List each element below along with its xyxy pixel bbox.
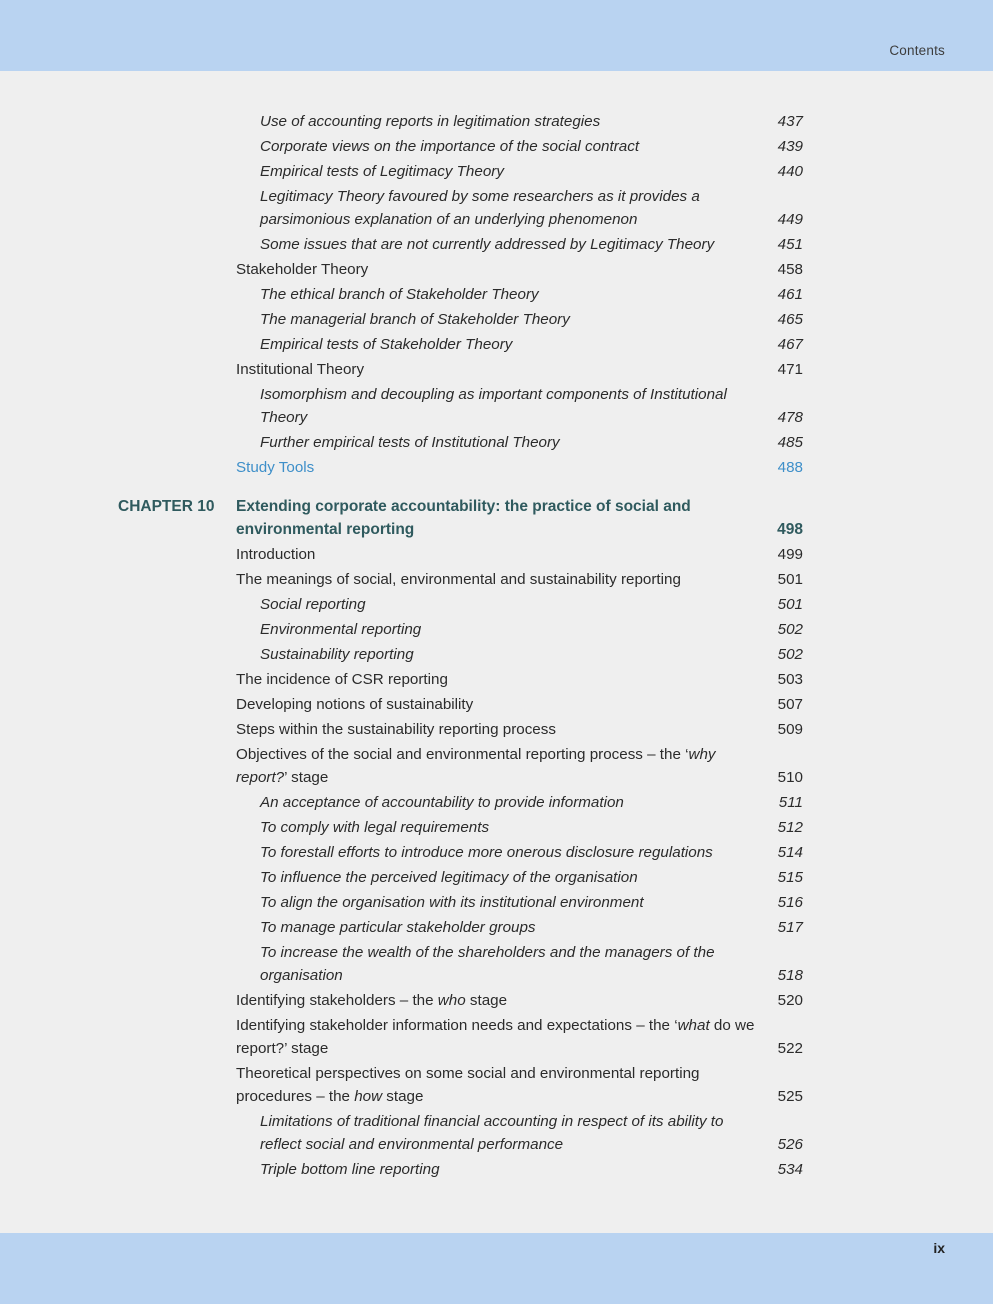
- toc-entry-title: Environmental reporting: [260, 621, 422, 638]
- toc-entry-title: Limitations of traditional financial accounting in respect of its ability to reflect social and environmental performance: [260, 1113, 724, 1153]
- toc-entry: [0, 233, 993, 256]
- toc-page-number: 514: [777, 844, 803, 861]
- toc-entry: [0, 283, 993, 306]
- toc-entry-title-part: ’ stage: [284, 769, 329, 786]
- toc-page-number: 534: [777, 1161, 803, 1178]
- toc-entry-title: Steps within the sustainability reporting process: [236, 721, 556, 738]
- toc-entry-title-part: what: [677, 1017, 710, 1034]
- toc-entry-title-part: who: [437, 992, 466, 1009]
- chapter-label: CHAPTER 10: [118, 498, 215, 515]
- toc-page-number: 512: [777, 819, 803, 836]
- toc-entry-title: Triple bottom line reporting: [260, 1161, 440, 1178]
- toc-page-number: 478: [777, 409, 803, 426]
- toc-page-number: 498: [777, 521, 803, 538]
- toc-page-number: 449: [777, 211, 803, 228]
- toc-entry-title: Some issues that are not currently addressed by Legitimacy Theory: [260, 236, 715, 253]
- toc-page-number: 458: [777, 261, 803, 278]
- toc-entry: [0, 160, 993, 183]
- toc-entry-title: Sustainability reporting: [260, 646, 414, 663]
- toc-entry-title: [236, 1062, 761, 1108]
- toc-page-number: 520: [777, 992, 803, 1009]
- toc-entry-title-part: stage: [382, 1088, 424, 1105]
- toc-entry-title: Isomorphism and decoupling as important components of Institutional Theory: [260, 386, 727, 426]
- toc-page-number: 516: [777, 894, 803, 911]
- toc-entry-title: To comply with legal requirements: [260, 819, 490, 836]
- toc-entry-title: Stakeholder Theory: [236, 261, 369, 278]
- toc-page-number: 526: [777, 1136, 803, 1153]
- toc-entry-title: To align the organisation with its institutional environment: [260, 894, 644, 911]
- toc-entry: [0, 989, 993, 1012]
- toc-page-number: 499: [777, 546, 803, 563]
- toc-page-number: 507: [777, 696, 803, 713]
- toc-entry-title: [236, 989, 761, 1012]
- toc-page-number: 439: [777, 138, 803, 155]
- toc-entry: [0, 333, 993, 356]
- toc-entry[interactable]: [0, 456, 993, 479]
- toc-entry: [0, 358, 993, 381]
- footer-band: [0, 1233, 993, 1304]
- toc-entry: [0, 743, 993, 789]
- toc-entry-title-part: why report?: [236, 746, 716, 786]
- toc-entry-title: Corporate views on the importance of the social contract: [260, 138, 640, 155]
- toc-entry-title: Legitimacy Theory favoured by some researchers as it provides a parsimonious explanation of an underlying phenomenon: [260, 188, 700, 228]
- toc-entry: [0, 916, 993, 939]
- toc-entry-title: [236, 743, 761, 789]
- toc-entry: [0, 668, 993, 691]
- toc-entry-title-part: do we report?’ stage: [236, 1017, 755, 1057]
- toc-entry-title: Empirical tests of Stakeholder Theory: [260, 336, 513, 353]
- toc-entry-title-part: Identifying stakeholder information needs and expectations – the ‘: [236, 1017, 678, 1034]
- toc-entry: [0, 185, 993, 231]
- toc-entry: [0, 1062, 993, 1108]
- toc-entry-title: Social reporting: [260, 596, 366, 613]
- toc-page-number: 518: [777, 967, 803, 984]
- toc-chapter-row: [0, 495, 993, 541]
- header-band: [0, 0, 993, 71]
- toc-entry: [0, 135, 993, 158]
- toc-entry-title-part: Theoretical perspectives on some social and environmental reporting procedures – the: [236, 1065, 700, 1105]
- toc-entry: [0, 1014, 993, 1060]
- toc-page-number: 437: [777, 113, 803, 130]
- toc-entry-title: To manage particular stakeholder groups: [260, 919, 536, 936]
- toc-page-number: 525: [777, 1088, 803, 1105]
- toc-entry-title: The managerial branch of Stakeholder Theory: [260, 311, 570, 328]
- toc-entry: [0, 593, 993, 616]
- toc-entry: [0, 110, 993, 133]
- toc-entry: [0, 816, 993, 839]
- toc-page-number: 501: [777, 571, 803, 588]
- toc-entry-title: Further empirical tests of Institutional Theory: [260, 434, 560, 451]
- toc-page-number: 517: [777, 919, 803, 936]
- page-number: ix: [933, 1240, 945, 1256]
- toc-entry-title: To forestall efforts to introduce more onerous disclosure regulations: [260, 844, 713, 861]
- toc-entry: [0, 568, 993, 591]
- toc-entry-title: The incidence of CSR reporting: [236, 671, 448, 688]
- toc-entry: [0, 543, 993, 566]
- toc-page-number: 440: [777, 163, 803, 180]
- toc-entry: [0, 618, 993, 641]
- toc-entry-title: The ethical branch of Stakeholder Theory: [260, 286, 539, 303]
- toc-page-number: 467: [777, 336, 803, 353]
- toc-entry: [0, 941, 993, 987]
- toc-entry-title: Empirical tests of Legitimacy Theory: [260, 163, 504, 180]
- toc-entry: [0, 258, 993, 281]
- toc-page-number: 509: [777, 721, 803, 738]
- running-head: Contents: [889, 43, 945, 58]
- table-of-contents: [0, 110, 993, 1183]
- toc-page-number: 485: [777, 434, 803, 451]
- toc-page-number: 502: [777, 646, 803, 663]
- toc-entry-title-part: stage: [465, 992, 508, 1009]
- toc-entry-title-part: how: [354, 1088, 383, 1105]
- toc-page-number: 510: [777, 769, 803, 786]
- toc-page-number: 511: [778, 794, 803, 811]
- toc-page-number: 465: [777, 311, 803, 328]
- toc-entry-title: Introduction: [236, 546, 316, 563]
- toc-entry: [0, 383, 993, 429]
- toc-page-number: 503: [777, 671, 803, 688]
- toc-page-number: 501: [777, 596, 803, 613]
- toc-entry-title: To influence the perceived legitimacy of the organisation: [260, 869, 638, 886]
- toc-entry: [0, 841, 993, 864]
- toc-entry: [0, 693, 993, 716]
- toc-page-number: 451: [777, 236, 803, 253]
- toc-entry-title: To increase the wealth of the shareholders and the managers of the organisation: [260, 944, 715, 984]
- toc-entry-title: Extending corporate accountability: the practice of social and environmental reporting: [236, 498, 691, 538]
- toc-entry-title: The meanings of social, environmental and sustainability reporting: [236, 571, 681, 588]
- toc-entry: [0, 643, 993, 666]
- toc-entry: [0, 308, 993, 331]
- toc-entry: [0, 1158, 993, 1181]
- toc-entry: [0, 866, 993, 889]
- toc-entry-title: [236, 1014, 761, 1060]
- toc-entry: [0, 791, 993, 814]
- toc-entry-title: An acceptance of accountability to provide information: [260, 794, 624, 811]
- toc-entry-title: Developing notions of sustainability: [236, 696, 474, 713]
- toc-entry: [0, 718, 993, 741]
- toc-entry-title-part: Identifying stakeholders – the: [236, 992, 438, 1009]
- toc-page-number: 522: [777, 1040, 803, 1057]
- toc-entry: [0, 431, 993, 454]
- toc-page-number: 461: [777, 286, 803, 303]
- toc-entry-title[interactable]: Study Tools: [236, 459, 315, 476]
- toc-entry: [0, 1110, 993, 1156]
- toc-entry-title: Institutional Theory: [236, 361, 365, 378]
- toc-page-number: 515: [777, 869, 803, 886]
- toc-entry: [0, 891, 993, 914]
- toc-page-number: 502: [777, 621, 803, 638]
- toc-page-number: 488: [777, 459, 803, 476]
- toc-entry-title-part: Objectives of the social and environmental reporting process – the ‘: [236, 746, 689, 763]
- toc-page-number: 471: [777, 361, 803, 378]
- toc-entry-title: Use of accounting reports in legitimation strategies: [260, 113, 601, 130]
